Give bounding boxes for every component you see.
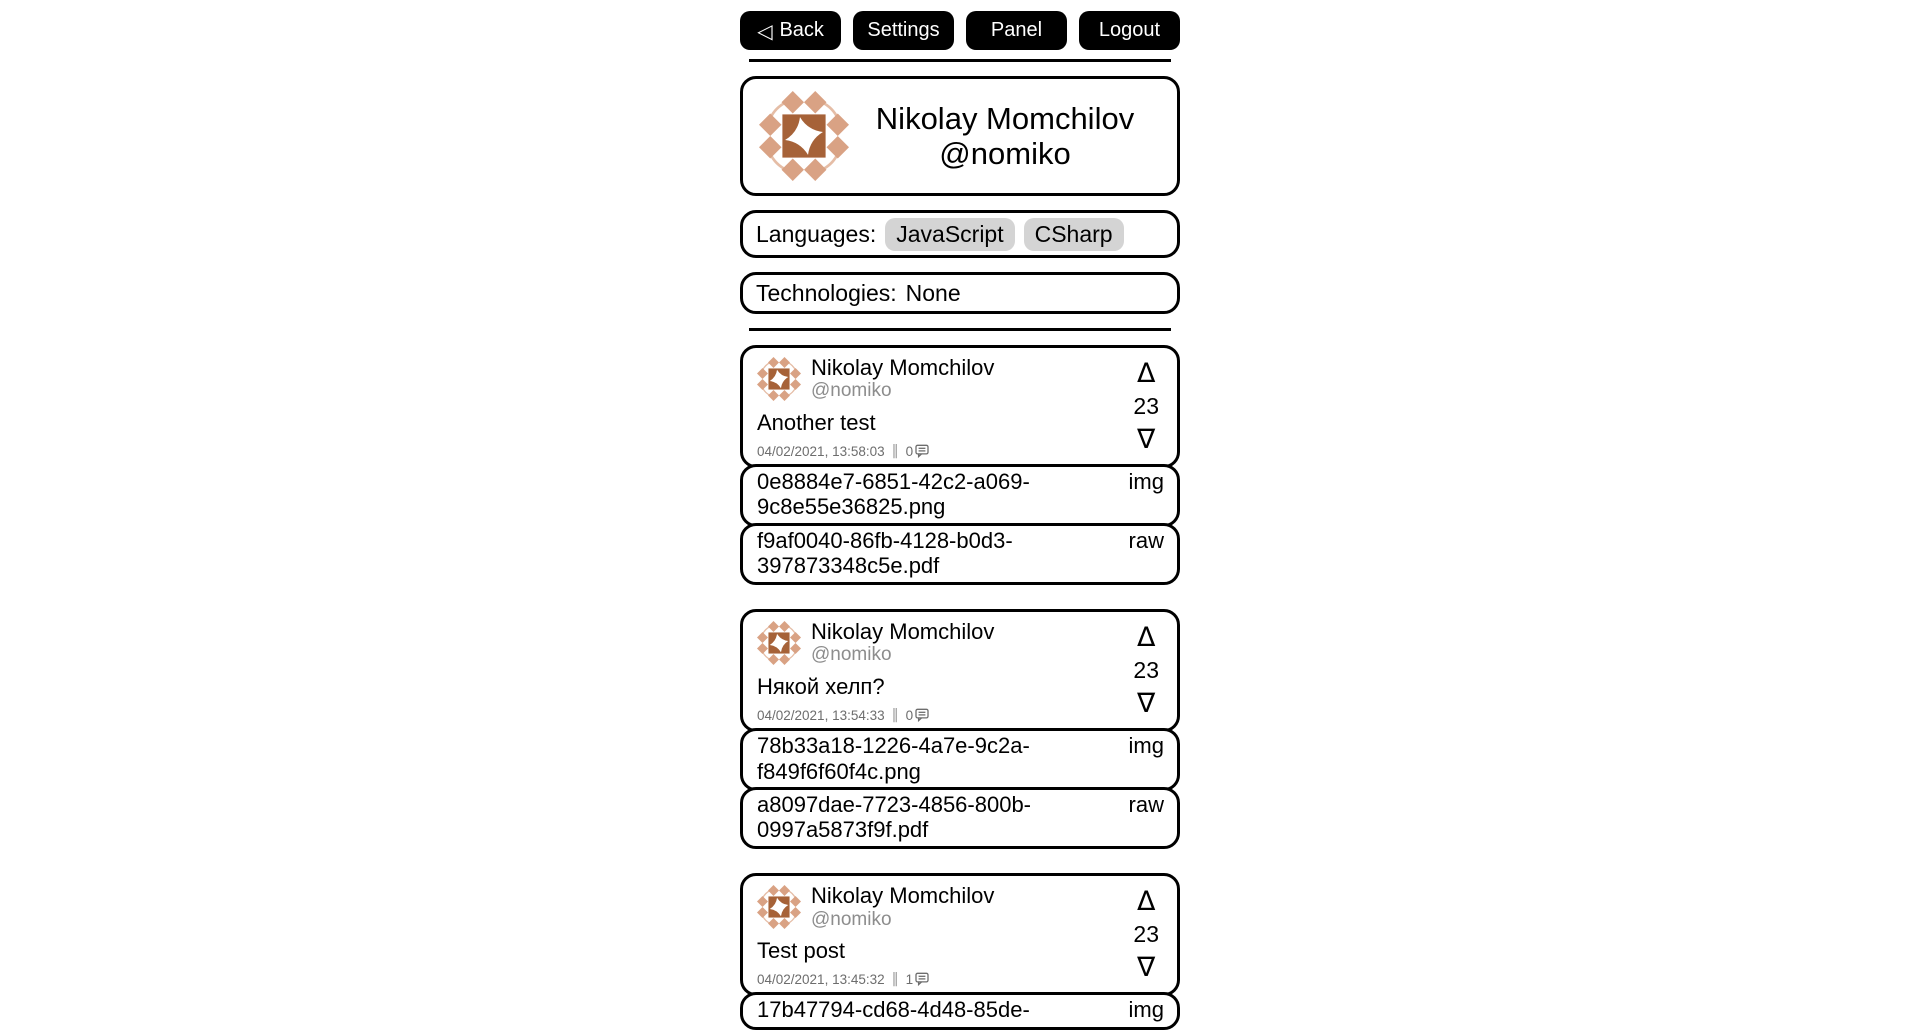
profile-avatar-identicon: [759, 91, 849, 181]
vote-column: [1123, 620, 1165, 723]
post-author-handle: @nomiko: [811, 908, 892, 930]
post-timestamp: 04/02/2021, 13:58:03: [757, 443, 885, 459]
language-tag: JavaScript: [885, 218, 1014, 251]
post-meta: [757, 443, 1123, 459]
attachment-row[interactable]: [740, 464, 1180, 527]
separator-icon: ‖: [891, 707, 899, 724]
post: [740, 345, 1180, 585]
post-title: Another test: [757, 410, 876, 436]
attachment-row[interactable]: [740, 523, 1180, 586]
attachment-type-label: img: [1128, 997, 1164, 1023]
post-title: Някой хелп?: [757, 674, 885, 700]
vote-count: 23: [1133, 393, 1159, 420]
attachment-row[interactable]: [740, 992, 1180, 1029]
technologies-card: [740, 272, 1180, 314]
settings-button[interactable]: [853, 11, 954, 50]
profile-name: Nikolay Momchilov: [875, 100, 1135, 136]
attachment-type-label: img: [1128, 733, 1164, 759]
post-author-block: [811, 356, 994, 402]
post-avatar-identicon: [757, 621, 801, 665]
separator-icon: ‖: [891, 443, 899, 460]
downvote-button[interactable]: ∇: [1137, 424, 1156, 456]
attachment-list: [740, 728, 1180, 849]
post-title: Test post: [757, 938, 846, 964]
top-nav: [740, 11, 1180, 50]
settings-button-label: Settings: [867, 19, 940, 41]
attachment-list: [740, 992, 1180, 1029]
post-timestamp: 04/02/2021, 13:45:32: [757, 971, 885, 987]
attachment-row[interactable]: [740, 787, 1180, 850]
comment-count-group: [906, 708, 931, 723]
post-author-handle: @nomiko: [811, 644, 892, 666]
profile-name-block: [849, 101, 1161, 171]
post: [740, 873, 1180, 1029]
attachment-list: [740, 464, 1180, 585]
post-author-name: Nikolay Momchilov: [811, 355, 995, 380]
comment-count: 1: [905, 971, 914, 987]
vote-count: 23: [1133, 657, 1159, 684]
attachment-filename: 17b47794-cd68-4d48-85de-: [757, 997, 1030, 1023]
comment-icon: [915, 444, 930, 458]
languages-card: [740, 210, 1180, 258]
post-author-name: Nikolay Momchilov: [811, 883, 995, 909]
back-button[interactable]: [740, 11, 841, 50]
divider: [749, 59, 1171, 62]
post-author-block: [811, 884, 994, 930]
technologies-value: None: [905, 279, 961, 306]
panel-button-label: Panel: [990, 19, 1043, 41]
post-main: [757, 620, 1123, 723]
post-main: [757, 356, 1123, 459]
post-feed: [740, 345, 1180, 1030]
post-avatar-identicon: [757, 357, 801, 401]
comment-icon: [915, 708, 930, 722]
post-card[interactable]: [740, 609, 1180, 732]
post-main: [757, 884, 1123, 987]
languages-label: Languages:: [756, 220, 877, 247]
divider: [749, 328, 1171, 331]
post-header: [757, 620, 1123, 666]
upvote-button[interactable]: Δ: [1136, 358, 1156, 389]
attachment-type-label: raw: [1128, 791, 1164, 817]
post-header: [757, 884, 1123, 930]
vote-count: 23: [1133, 921, 1159, 948]
post-timestamp: 04/02/2021, 13:54:33: [757, 707, 885, 723]
profile-card: [740, 76, 1180, 196]
downvote-button[interactable]: ∇: [1137, 952, 1156, 984]
attachment-filename: a8097dae-7723-4856-800b-0997a5873f9f.pdf: [757, 791, 1032, 843]
post-author-name: Nikolay Momchilov: [811, 619, 995, 645]
post-card[interactable]: [740, 873, 1180, 996]
logout-button-label: Logout: [1098, 19, 1161, 41]
attachment-filename: f9af0040-86fb-4128-b0d3-397873348c5e.pdf: [757, 527, 1013, 578]
post-meta: [757, 707, 1123, 723]
attachment-type-label: raw: [1128, 527, 1164, 553]
post-meta: [757, 971, 1123, 987]
logout-button[interactable]: [1079, 11, 1180, 50]
post: [740, 609, 1180, 849]
comment-icon: [915, 972, 930, 986]
profile-handle: @nomiko: [939, 136, 1071, 171]
attachment-row[interactable]: [740, 728, 1180, 791]
attachment-filename: 78b33a18-1226-4a7e-9c2a-f849f6f60f4c.png: [757, 733, 1030, 784]
post-author-block: [811, 620, 994, 666]
vote-column: [1123, 356, 1165, 459]
comment-count: 0: [905, 443, 914, 459]
vote-column: [1123, 884, 1165, 987]
back-button-label: Back: [779, 19, 824, 41]
upvote-button[interactable]: Δ: [1136, 622, 1156, 654]
technologies-label: Technologies:: [756, 279, 897, 306]
language-tag: CSharp: [1024, 218, 1124, 251]
upvote-button[interactable]: Δ: [1136, 886, 1156, 918]
post-card[interactable]: [740, 345, 1180, 468]
post-header: [757, 356, 1123, 402]
post-author-handle: @nomiko: [811, 380, 892, 402]
panel-button[interactable]: [966, 11, 1067, 50]
comment-count-group: [906, 972, 931, 987]
downvote-button[interactable]: ∇: [1137, 688, 1156, 720]
back-arrow-icon: ◁: [757, 18, 773, 43]
comment-count-group: [906, 444, 931, 459]
comment-count: 0: [905, 707, 914, 723]
profile-page: [740, 0, 1180, 1030]
attachment-type-label: img: [1128, 469, 1164, 495]
separator-icon: ‖: [891, 971, 899, 988]
attachment-filename: 0e8884e7-6851-42c2-a069-9c8e55e36825.png: [757, 469, 1030, 520]
post-avatar-identicon: [757, 885, 801, 929]
